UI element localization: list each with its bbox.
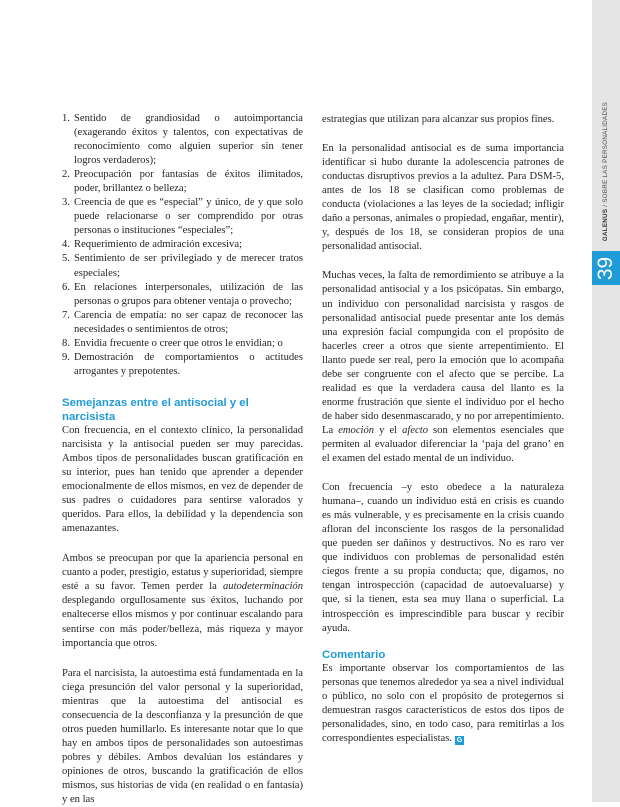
criteria-list xyxy=(62,112,303,379)
list-number: 6. xyxy=(62,281,70,293)
list-text: Creencia de que es “especial” y único, de y que solo puede relacionarse o ser comprendido por otras personas o instituciones “especiales”; xyxy=(74,197,303,237)
list-text: Sentimiento de ser privilegiado y de merecer tratos especiales; xyxy=(74,253,303,279)
list-number: 3. xyxy=(62,197,70,209)
paragraph-text: Muchas veces, la falta de remordimiento se atribuye a la personalidad antisocial y a los psicópatas. Sin embargo, un individuo con personalidad narcisista y rasgos de personalidad antisocial puede presentar ante los demás una expresión facial compungida con el propósito de hacerles creer a otros que siente arrepentimiento. El llanto puede ser real, pero la emoción que lo acompaña debe ser congruente con el afecto que se percibe. La realidad es que la verdadera causa del llanto es la enorme frustración que siente el individuo por el hecho de haber sido desenmascarado, y no por arrepentimiento. La xyxy=(322,270,564,436)
list-text: Envidia frecuente o creer que otros le envidian; o xyxy=(74,337,283,349)
list-text: Carencia de empatía: no ser capaz de reconocer las necesidades o sentimientos de otros; xyxy=(74,309,303,335)
list-number: 7. xyxy=(62,309,70,321)
paragraph: Con frecuencia –y esto obedece a la naturaleza humana–, cuando un individuo está en crisis es cuando es más vulnerable, y es precisamente en la crisis cuando afloran del inconsciente los rasgos de la personalidad que pueden ser dañinos y destructivos. No es raro ver que individuos con problemas de personalidad estén ciegos frente a su propia conducta; que, digamos, no tengan introspección (capacidad de autoevaluarse) y que, si la tienen, esta sea muy llana o superficial. La introspección es imprescindible para buscar y recibir ayuda. xyxy=(322,482,564,634)
list-text: Preocupación por fantasías de éxitos ilimitados, poder, brillantez o belleza; xyxy=(74,169,303,195)
page-number: 39 xyxy=(594,256,618,280)
emphasis: emoción xyxy=(338,424,375,436)
emphasis: autodeterminación xyxy=(222,581,303,593)
paragraph xyxy=(322,662,564,746)
end-mark-icon: G xyxy=(456,736,463,744)
list-item xyxy=(62,112,303,168)
running-header xyxy=(598,96,614,246)
list-number: 1. xyxy=(62,113,70,124)
list-number: 5. xyxy=(62,253,70,265)
list-item xyxy=(62,168,303,196)
paragraph: En la personalidad antisocial es de suma importancia identificar si hubo durante la adolescencia patrones de conductas disruptivos previos a la adultez. Para DSM-5, antes de los 18 se clasifican como problemas de conducta (violaciones a las leyes de la sociedad; infligir daño a personas, animales o propiedad, engañar, mentir), y, después de los 18, se consideran propios de una personalidad antisocial. xyxy=(322,143,564,253)
list-number: 9. xyxy=(62,351,70,363)
left-column xyxy=(62,112,303,807)
paragraph-text: son elementos esenciales que permiten al evaluador diferenciar la ‘paja del grano’ en el examen del estado mental de un individuo. xyxy=(322,424,564,465)
right-column xyxy=(322,113,564,746)
section-heading: Semejanzas entre el antisocial y el narcisista xyxy=(62,396,249,423)
list-item xyxy=(62,337,303,351)
list-text: Sentido de grandiosidad o autoimportancia (exagerando éxitos y talentos, con expectativas de reconocimiento como alguien superior sin tener logros verdaderos); xyxy=(74,113,303,167)
list-item xyxy=(62,351,303,379)
list-number: 8. xyxy=(62,337,70,349)
header-separator: / xyxy=(602,204,610,207)
emphasis: afecto xyxy=(402,424,428,436)
paragraph-text: y el xyxy=(374,424,403,436)
paragraph xyxy=(62,552,303,650)
paragraph: estrategias que utilizan para alcanzar sus propios fines. xyxy=(322,114,555,125)
paragraph: Con frecuencia, en el contexto clínico, la personalidad narcisista y la antisocial pueden ser muy parecidas. Ambos tipos de personalidades buscan gratificación en su interior, pues han tenido que aprender a depender emocionalmente de ellos mismos, en vez de depender de sus padres o cuidadores para sentirse valorados y queridos. Para ellos, la debilidad y la dependencia son amenazantes. xyxy=(62,424,303,535)
list-item xyxy=(62,281,303,309)
paragraph xyxy=(322,269,564,466)
page-number-tab xyxy=(592,251,620,285)
list-item xyxy=(62,252,303,280)
list-text: En relaciones interpersonales, utilización de las personas o grupos para obtener ventaja o provecho; xyxy=(74,281,303,307)
journal-name: GALENUS xyxy=(602,208,610,241)
list-text: Demostración de comportamientos o actitudes arrogantes y prepotentes. xyxy=(74,351,303,377)
list-item xyxy=(62,238,303,252)
list-text: Requerimiento de admiración excesiva; xyxy=(74,239,242,251)
list-number: 4. xyxy=(62,239,70,251)
section-heading: Comentario xyxy=(322,648,386,661)
paragraph-text: Es importante observar los comportamientos de las personas que tenemos alrededor ya sea a nivel individual o público, no solo con el propósito de protegernos si demuestran rasgos característicos de estos dos tipos de personalidades, sino, en todo caso, para remitirlas a los correspondientes especialistas. xyxy=(322,662,564,744)
paragraph-text: Ambos se preocupan por que la apariencia personal en cuanto a poder, prestigio, estatus y superioridad, siempre esté a su favor. Temen perder la xyxy=(62,553,303,593)
list-item xyxy=(62,196,303,238)
paragraph: Para el narcisista, la autoestima está fundamentada en la ciega presunción del valor personal y la superioridad, mientras que la autoestima del antisocial es consecuencia de la desconfianza y la presunción de que otros pueden humillarlo. Es interesante notar que lo que hay en ambos tipos de personalidades son autoestimas pobres y débiles. Ambos devalúan los estándares y opiniones de otros, buscando la gratificación de ellos mismos, sus historias de vida (en realidad o en fantasía) y en las xyxy=(62,667,303,806)
list-item xyxy=(62,309,303,337)
paragraph-text: desplegando orgullosamente sus éxitos, luchando por enaltecerse ellos mismos y por continuar escalando para sentirse con más poder/belleza, más riqueza y mayor importancia que otros. xyxy=(62,595,303,649)
list-number: 2. xyxy=(62,169,70,181)
section-title: SOBRE LAS PERSONALIDADES xyxy=(602,101,610,203)
